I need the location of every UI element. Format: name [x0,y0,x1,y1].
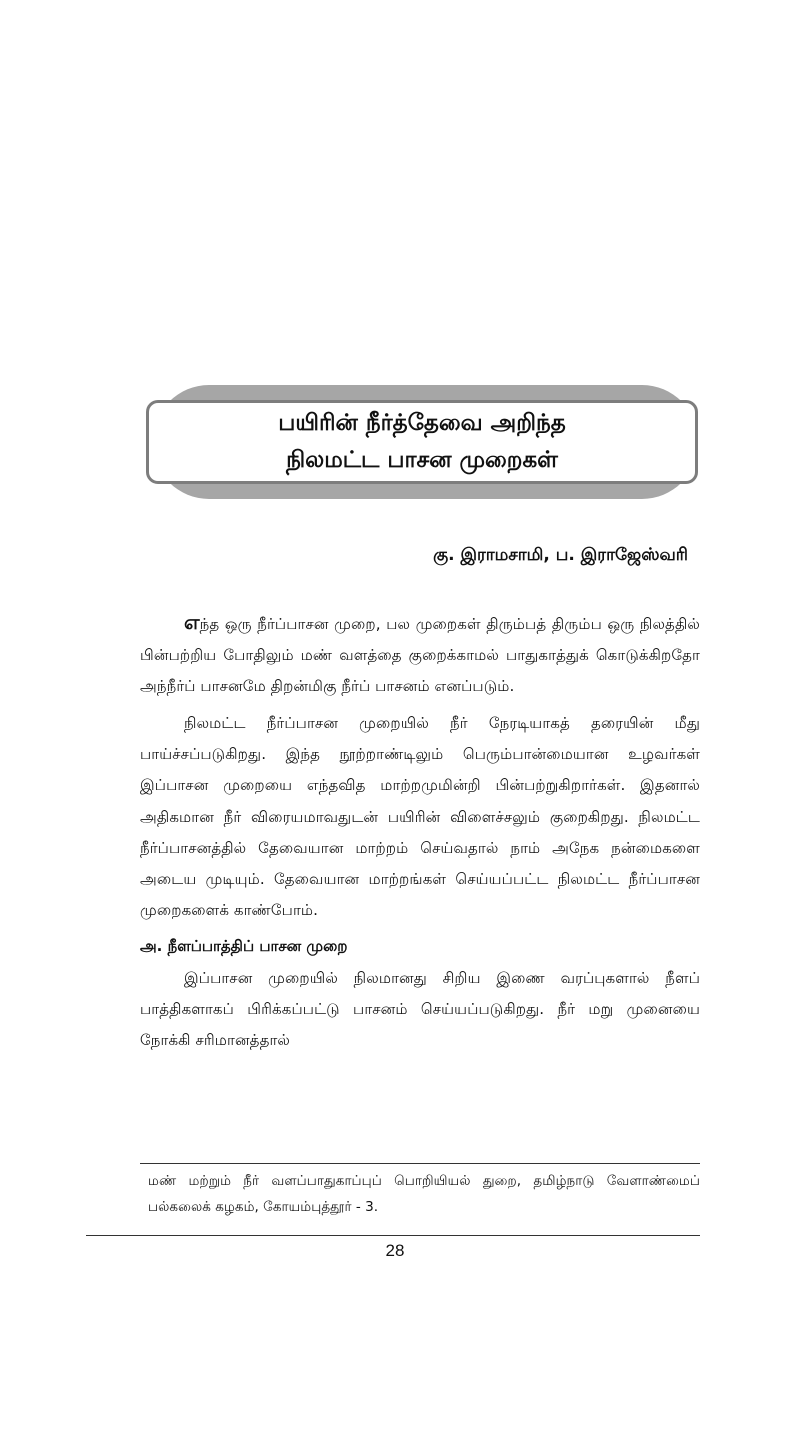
footnote-text: மண் மற்றும் நீர் வளப்பாதுகாப்புப் பொறியியல் துறை, தமிழ்நாடு வேளாண்மைப் பல்கலைக் கழகம், கோயம்புத்தூர் - 3. [148,1173,700,1215]
footnote-divider [140,1163,700,1164]
article-title-line-1: பயிரின் நீர்த்தேவை அறிந்த [278,410,566,436]
article-body [140,607,700,1056]
footnote [148,1168,700,1220]
intro-paragraph-text: ந்த ஒரு நீர்ப்பாசன முறை, பல முறைகள் திரும்பத் திரும்ப ஒரு நிலத்தில் பின்பற்றிய போதிலும் மண் வளத்தை குறைக்காமல் பாதுகாத்துக் கொடுக்கிறதோ அந்நீர்ப் பாசனமே திறன்மிகு நீர்ப் பாசனம் எனப்படும். [140,615,700,696]
title-banner [146,400,698,484]
body-paragraph-3: இப்பாசன முறையில் நிலமானது சிறிய இணை வரப்புகளால் நீளப் பாத்திகளாகப் பிரிக்கப்பட்டு பாசனம் செய்யப்படுகிறது. நீர் மறு முனையை நோக்கி சரிமானத்தால் [140,968,700,1050]
section-heading: அ. நீளப்பாத்திப் பாசன முறை [140,936,348,955]
page-footer-divider [86,1235,700,1236]
author-names: கு. இராமசாமி, ப. இராஜேஸ்வரி [433,545,688,565]
body-paragraph-2: நிலமட்ட நீர்ப்பாசன முறையில் நீர் நேரடியாகத் தரையின் மீது பாய்ச்சப்படுகிறது. இந்த நூற்றாண்டிலும் பெரும்பான்மையான உழவர்கள் இப்பாசன முறையை எந்தவித மாற்றமுமின்றி பின்பற்றுகிறார்கள். இதனால் அதிகமான நீர் விரையமாவதுடன் பயிரின் விளைச்சலும் குறைகிறது. நிலமட்ட நீர்ப்பாசனத்தில் தேவையான மாற்றம் செய்வதால் நாம் அநேக நன்மைகளை அடைய முடியும். தேவையான மாற்றங்கள் செய்யப்பட்ட நிலமட்ட நீர்ப்பாசன முறைகளைக் காண்போம். [140,714,700,919]
article-title-line-2: நிலமட்ட பாசன முறைகள் [286,447,558,473]
page-number: 28 [385,1241,405,1260]
intro-paragraph [140,607,700,702]
drop-cap-letter: எ [184,610,200,634]
